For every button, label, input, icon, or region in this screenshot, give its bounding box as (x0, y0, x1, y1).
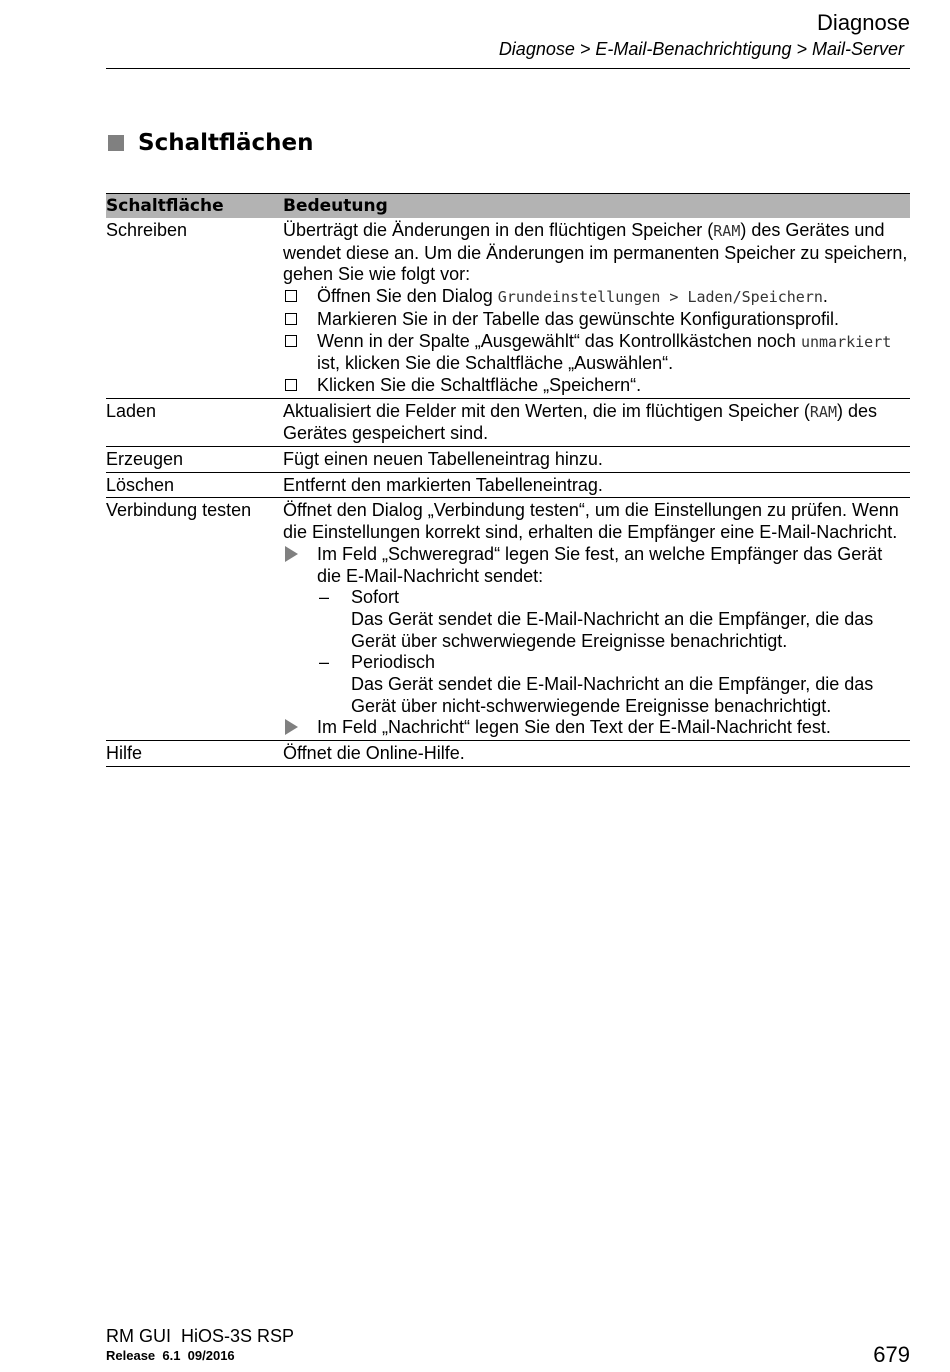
step-item (283, 375, 910, 397)
step-item (283, 331, 910, 375)
text: ist, klicken Sie die Schaltfläche „Auswählen“. (317, 353, 674, 374)
desc-paragraph: Öffnet den Dialog „Verbindung testen“, um die Einstellungen zu prüfen. Wenn die Einstellungen korrekt sind, erhalten die Empfänger eine E-Mail-Nachricht. (283, 500, 899, 543)
text: ) des Gerätes und wendet diese an. Um die Änderungen im permanenten Speicher zu speichern, gehen Sie wie folgt vor: (283, 220, 908, 285)
row-desc-erzeugen: Fügt einen neuen Tabelleneintrag hinzu. (283, 447, 910, 473)
sub-item (283, 587, 910, 652)
sub-title: Sofort (351, 587, 400, 608)
table-row (106, 741, 910, 767)
triangle-bullet-icon (285, 546, 298, 562)
breadcrumb: Diagnose > E-Mail-Benachrichtigung > Mail-Server (498, 39, 904, 59)
sub-text: Das Gerät sendet die E-Mail-Nachricht an die Empfänger, die das Gerät über schwerwiegende Ereignisse benachrichtigt. (351, 608, 874, 651)
bullet-item (283, 717, 910, 739)
row-name-loeschen: Löschen (106, 472, 283, 498)
header-title: Diagnose (817, 10, 910, 35)
table-row (106, 398, 910, 446)
checkbox-icon (285, 379, 297, 391)
row-desc-hilfe: Öffnet die Online-Hilfe. (283, 741, 910, 767)
table-row (106, 472, 910, 498)
desc-paragraph (283, 220, 910, 286)
section-heading (108, 128, 314, 158)
bullet-text: Im Feld „Schweregrad“ legen Sie fest, an welche Empfänger das Gerät die E-Mail-Nachricht sendet: (317, 543, 883, 586)
dash-icon: – (319, 652, 330, 673)
step-item (283, 309, 910, 331)
step-text: Klicken Sie die Schaltfläche „Speichern“. (317, 374, 642, 395)
step-text: Markieren Sie in der Tabelle das gewünschte Konfigurationsprofil. (317, 308, 839, 329)
dash-icon: – (319, 587, 330, 608)
checkbox-icon (285, 290, 297, 302)
table-row (106, 447, 910, 473)
row-desc-loeschen: Entfernt den markierten Tabelleneintrag. (283, 472, 910, 498)
row-desc-schreiben (283, 218, 910, 398)
code-dialog-path: Grundeinstellungen > Laden/Speichern (497, 288, 823, 307)
text: ) des Gerätes gespeichert sind. (283, 400, 878, 444)
text: Überträgt die Änderungen in den flüchtigen Speicher ( (283, 220, 714, 240)
square-bullet-icon (108, 135, 124, 151)
column-header-meaning: Bedeutung (283, 194, 910, 219)
section-title: Schaltflächen (138, 130, 314, 156)
text: Aktualisiert die Felder mit den Werten, die im flüchtigen Speicher ( (283, 400, 810, 421)
row-name-schreiben: Schreiben (106, 218, 283, 398)
code-ram: RAM (713, 222, 741, 240)
code-unmarkiert: unmarkiert (800, 332, 892, 351)
bullet-text: Im Feld „Nachricht“ legen Sie den Text der E-Mail-Nachricht fest. (317, 717, 831, 738)
buttons-table (106, 193, 910, 767)
row-name-laden: Laden (106, 398, 283, 446)
header-divider (106, 68, 910, 69)
row-desc-verbindung (283, 498, 910, 741)
step-item (283, 286, 910, 309)
text: Wenn in der Spalte „Ausgewählt“ das Kontrollkästchen noch (317, 330, 801, 351)
sub-text: Das Gerät sendet die E-Mail-Nachricht an die Empfänger, die das Gerät über nicht-schwerwiegende Ereignisse benachrichtigt. (351, 674, 874, 716)
sub-item (283, 652, 910, 717)
sub-title: Periodisch (351, 652, 436, 673)
page-number: 679 (873, 1342, 910, 1367)
column-header-button: Schaltfläche (106, 194, 283, 219)
triangle-bullet-icon (285, 719, 298, 735)
row-name-verbindung: Verbindung testen (106, 498, 283, 741)
checkbox-icon (285, 335, 297, 347)
code-ram: RAM (809, 402, 837, 421)
text: Öffnen Sie den Dialog (317, 286, 498, 307)
footer-product: RM GUI HiOS-3S RSP (106, 1326, 295, 1346)
table-row (106, 218, 910, 398)
row-name-erzeugen: Erzeugen (106, 447, 283, 473)
table-header-row (106, 194, 910, 219)
table-row (106, 498, 910, 741)
row-name-hilfe: Hilfe (106, 741, 283, 767)
bullet-item (283, 544, 910, 587)
checkbox-icon (285, 313, 297, 325)
text: . (822, 286, 828, 307)
footer-release: Release 6.1 09/2016 (106, 1348, 235, 1363)
row-desc-laden (283, 398, 910, 446)
